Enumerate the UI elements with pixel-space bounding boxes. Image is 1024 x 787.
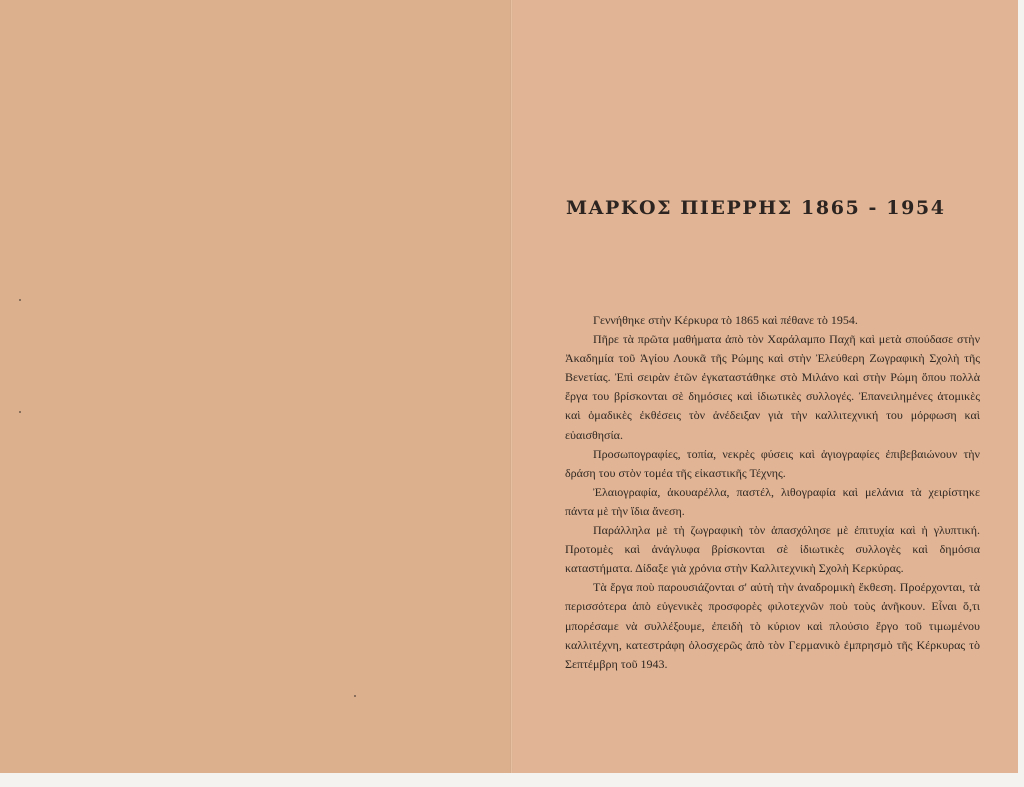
paper-speck bbox=[354, 695, 356, 697]
paragraph-media: Ἐλαιογραφία, ἀκουαρέλλα, παστέλ, λιθογραφία καὶ μελάνια τὰ χειρίστηκε πάντα μὲ τὴν ἴδια ἄνεση. bbox=[565, 484, 980, 518]
left-blank-panel bbox=[0, 0, 511, 773]
biography-text bbox=[565, 311, 980, 674]
paragraph-subjects: Προσωπογραφίες, τοπία, νεκρὲς φύσεις καὶ ἁγιογραφίες ἐπιβεβαιώνουν τὴν δράση του στὸν τομέα τῆς εἰκαστικῆς Τέχνης. bbox=[565, 446, 980, 480]
document-title: ΜΑΡΚΟΣ ΠΙΕΡΡΗΣ 1865 - 1954 bbox=[566, 197, 946, 219]
paper-speck bbox=[19, 299, 21, 301]
paragraph-exhibition: Τὰ ἔργα ποὺ παρουσιάζονται σ' αὐτὴ τὴν ἀναδρομικὴ ἔκθεση. Προέρχονται, τὰ περισσότερα ἀπὸ εὐγενικὲς προσφορὲς φιλοτεχνῶν ποὺ τοὺς ἀνῆκουν. Εἶναι ὅ,τι μπορέσαμε νὰ συλλέξουμε, ἐπειδὴ τὸ κύριον καὶ πλούσιο ἔργο τοῦ τιμωμένου καλλιτέχνη, κατεστράφη ὁλοσχερῶς ἀπὸ τὸν Γερμανικὸ ἐμπρησμὸ τῆς Κέρκυρας τὸ Σεπτέμβρη τοῦ 1943. bbox=[565, 580, 980, 671]
paper-speck bbox=[19, 411, 21, 413]
paragraph-birth: Γεννήθηκε στὴν Κέρκυρα τὸ 1865 καὶ πέθανε τὸ 1954. bbox=[593, 313, 858, 327]
paragraph-education: Πῆρε τὰ πρῶτα μαθήματα ἀπὸ τὸν Χαράλαμπο Παχῆ καὶ μετὰ σπούδασε στὴν Ἀκαδημία τοῦ Ἁγίου Λουκᾶ τῆς Ρώμης καὶ στὴν Ἐλεύθερη Ζωγραφικὴ Σχολὴ τῆς Βενετίας. Ἐπὶ σειρὰν ἐτῶν ἐγκαταστάθηκε στὸ Μιλάνο καὶ στὴν Ρώμη ὅπου πολλὰ ἔργα του βρίσκονται σὲ δημόσιες καὶ ἰδιωτικὲς συλλογές. Ἐπανειλημένες ἀτομικὲς καὶ ὁμαδικὲς ἐκθέσεις τὸν ἀνέδειξαν γιὰ τὴν καλλιτεχνική του μόρφωση καὶ εὐαισθησία. bbox=[565, 332, 980, 442]
paragraph-sculpture: Παράλληλα μὲ τὴ ζωγραφικὴ τὸν ἀπασχόλησε μὲ ἐπιτυχία καὶ ἡ γλυπτική. Προτομὲς καὶ ἀνάγλυφα βρίσκονται σὲ ἰδιωτικὲς συλλογὲς καὶ δημόσια καταστήματα. Δίδαξε γιὰ χρόνια στὴν Καλλιτεχνικὴ Σχολὴ Κερκύρας. bbox=[565, 523, 980, 576]
